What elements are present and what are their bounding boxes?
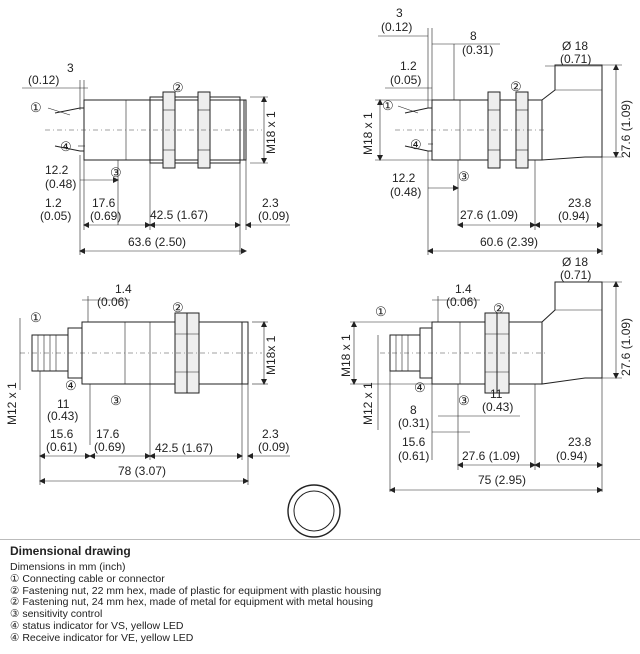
view-bottom-right-angled-connector — [339, 255, 633, 492]
dim-15-6-inch: (0.61) — [46, 440, 78, 454]
callout-1: ① — [30, 310, 42, 325]
dim-3-inch: (0.12) — [28, 73, 60, 87]
dim-1-4-inch: (0.06) — [97, 295, 129, 309]
dim-15-6: 15.6 — [50, 427, 74, 441]
dim-3: 3 — [396, 6, 403, 20]
dim-11: 11 — [57, 397, 70, 411]
dim-27-6-vertical: 27.6 (1.09) — [619, 317, 633, 376]
dim-dia-18-inch: (0.71) — [560, 268, 592, 282]
dim-23-8-inch: (0.94) — [558, 209, 590, 223]
callout-3: ③ — [458, 393, 470, 408]
dim-11: 11 — [490, 387, 503, 401]
connector-thread-label: M12 x 1 — [361, 382, 375, 425]
separator-line — [0, 539, 640, 540]
dim-dia-18: Ø 18 — [562, 255, 589, 269]
dim-17-6: 17.6 — [96, 427, 120, 441]
callout-4: ④ — [414, 380, 426, 395]
dim-12-2: 12.2 — [45, 163, 69, 177]
callout-2: ② — [510, 79, 522, 94]
dim-60-6: 60.6 (2.39) — [480, 235, 539, 249]
dim-2-3-inch: (0.09) — [258, 209, 290, 223]
legend-title: Dimensional drawing — [10, 544, 131, 558]
dim-17-6-inch: (0.69) — [94, 440, 126, 454]
dim-1-4-inch: (0.06) — [446, 295, 478, 309]
dim-8: 8 — [410, 403, 417, 417]
dim-dia-18: Ø 18 — [562, 39, 589, 53]
dim-1-2: 1.2 — [400, 59, 417, 73]
connector-thread-label: M12 x 1 — [5, 382, 19, 425]
dim-1-4: 1.4 — [115, 282, 132, 296]
dim-3-inch: (0.12) — [381, 20, 413, 34]
dim-2-3: 2.3 — [262, 427, 279, 441]
dim-23-8-inch: (0.94) — [556, 449, 588, 463]
dim-2-3-inch: (0.09) — [258, 440, 290, 454]
dim-11-inch: (0.43) — [47, 409, 79, 423]
callout-4: ④ — [410, 137, 422, 152]
dim-27-6: 27.6 (1.09) — [462, 449, 521, 463]
dim-1-2-inch: (0.05) — [390, 73, 422, 87]
dim-2-3: 2.3 — [262, 196, 279, 210]
dim-17-6-inch: (0.69) — [90, 209, 122, 223]
legend-line-2-metal: ② Fastening nut, 24 mm hex, made of metal for equipment with metal housing — [10, 596, 374, 609]
thread-label: M18x 1 — [264, 335, 278, 375]
legend — [10, 544, 630, 645]
dim-1-2-inch: (0.05) — [40, 209, 72, 223]
dim-23-8: 23.8 — [568, 435, 592, 449]
callout-2: ② — [493, 301, 505, 316]
callout-4: ④ — [65, 378, 77, 393]
front-lens-ring-view — [288, 485, 340, 537]
callout-3: ③ — [110, 393, 122, 408]
dim-15-6-inch: (0.61) — [398, 449, 430, 463]
legend-line-4-ve: ④ Receive indicator for VE, yellow LED — [10, 631, 194, 644]
callout-3: ③ — [110, 165, 122, 180]
view-top-left-straight-cable — [22, 61, 290, 255]
legend-line-1: ① Connecting cable or connector — [10, 572, 165, 585]
callout-1: ① — [375, 304, 387, 319]
dim-1-2: 1.2 — [45, 196, 62, 210]
legend-line-4-vs: ④ status indicator for VS, yellow LED — [10, 619, 184, 632]
dim-63-6: 63.6 (2.50) — [128, 235, 187, 249]
legend-line-2-plastic: ② Fastening nut, 22 mm hex, made of plastic for equipment with plastic housing — [10, 584, 382, 597]
callout-2: ② — [172, 80, 184, 95]
dim-27-6: 27.6 (1.09) — [460, 208, 519, 222]
thread-label: M18 x 1 — [361, 112, 375, 155]
thread-label: M18 x 1 — [264, 111, 278, 154]
callout-3: ③ — [458, 169, 470, 184]
dim-42-5: 42.5 (1.67) — [150, 208, 209, 222]
dim-12-2-inch: (0.48) — [390, 185, 422, 199]
dim-8-inch: (0.31) — [398, 416, 430, 430]
view-top-right-angled-cable — [361, 6, 633, 255]
callout-1: ① — [30, 100, 42, 115]
dim-3: 3 — [67, 61, 74, 75]
angled-head — [542, 65, 602, 160]
dim-78: 78 (3.07) — [118, 464, 167, 478]
dim-dia-18-inch: (0.71) — [560, 52, 592, 66]
dim-8: 8 — [470, 29, 477, 43]
dim-42-5: 42.5 (1.67) — [155, 441, 214, 455]
front-lens — [242, 322, 248, 384]
dim-75: 75 (2.95) — [478, 473, 527, 487]
dim-17-6: 17.6 — [92, 196, 116, 210]
dim-23-8: 23.8 — [568, 196, 592, 210]
legend-line-units: Dimensions in mm (inch) — [10, 561, 126, 573]
dim-8-inch: (0.31) — [462, 43, 494, 57]
legend-line-3: ③ sensitivity control — [10, 608, 103, 621]
dim-11-inch: (0.43) — [482, 400, 514, 414]
dim-1-4: 1.4 — [455, 282, 472, 296]
callout-4: ④ — [60, 139, 72, 154]
dim-12-2: 12.2 — [392, 171, 416, 185]
dim-15-6: 15.6 — [402, 435, 426, 449]
dim-27-6-vertical: 27.6 (1.09) — [619, 99, 633, 158]
thread-label: M18 x 1 — [339, 334, 353, 377]
view-bottom-left-straight-connector — [5, 282, 290, 485]
callout-1: ① — [382, 98, 394, 113]
callout-2: ② — [172, 300, 184, 315]
angled-head — [542, 282, 602, 384]
dim-12-2-inch: (0.48) — [45, 177, 77, 191]
